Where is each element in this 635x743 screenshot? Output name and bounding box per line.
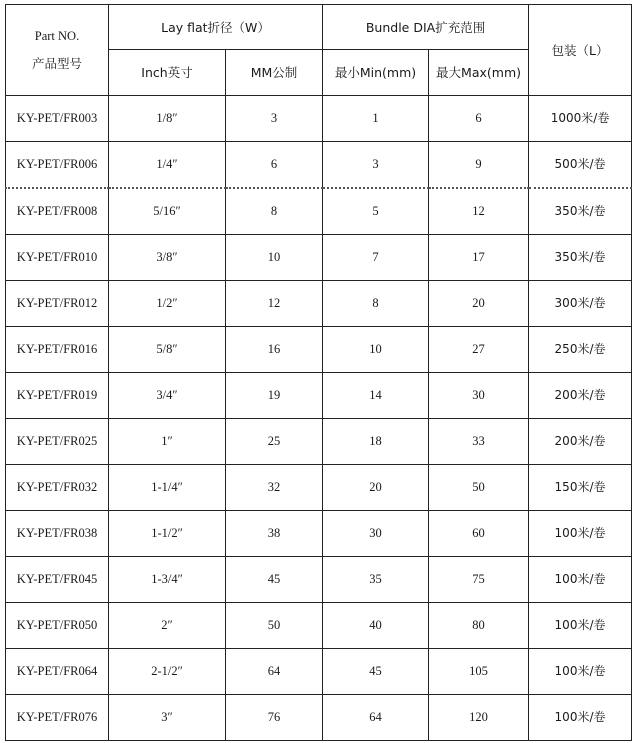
- cell-min: 7: [323, 235, 429, 281]
- table-body: [6, 96, 632, 741]
- header-part-no-cn: 产品型号: [31, 56, 82, 71]
- table-row: [6, 465, 632, 511]
- header-part-no: [6, 5, 109, 96]
- table-row: [6, 327, 632, 373]
- table-row: [6, 281, 632, 327]
- cell-inch: 1-1/4″: [109, 465, 226, 511]
- cell-mm: 32: [226, 465, 323, 511]
- cell-package: 100米/卷: [529, 511, 632, 557]
- cell-min: 1: [323, 96, 429, 142]
- cell-min: 45: [323, 649, 429, 695]
- cell-min: 20: [323, 465, 429, 511]
- cell-part-no: KY-PET/FR025: [6, 419, 109, 465]
- cell-package: 500米/卷: [529, 142, 632, 189]
- cell-part-no: KY-PET/FR050: [6, 603, 109, 649]
- cell-inch: 1-3/4″: [109, 557, 226, 603]
- cell-mm: 6: [226, 142, 323, 189]
- cell-part-no: KY-PET/FR038: [6, 511, 109, 557]
- cell-inch: 5/16″: [109, 188, 226, 235]
- cell-inch: 1-1/2″: [109, 511, 226, 557]
- cell-max: 60: [429, 511, 529, 557]
- cell-max: 120: [429, 695, 529, 741]
- cell-package: 1000米/卷: [529, 96, 632, 142]
- cell-min: 35: [323, 557, 429, 603]
- cell-package: 350米/卷: [529, 235, 632, 281]
- cell-inch: 1″: [109, 419, 226, 465]
- cell-inch: 3/4″: [109, 373, 226, 419]
- cell-min: 3: [323, 142, 429, 189]
- header-bundle-dia: Bundle DIA扩充范围: [323, 5, 529, 50]
- cell-part-no: KY-PET/FR003: [6, 96, 109, 142]
- cell-package: 300米/卷: [529, 281, 632, 327]
- header-part-no-en: Part NO.: [34, 29, 80, 43]
- cell-mm: 76: [226, 695, 323, 741]
- cell-package: 100米/卷: [529, 649, 632, 695]
- table-row: [6, 511, 632, 557]
- cell-package: 150米/卷: [529, 465, 632, 511]
- cell-part-no: KY-PET/FR076: [6, 695, 109, 741]
- cell-min: 30: [323, 511, 429, 557]
- header-package: 包装（L）: [529, 5, 632, 96]
- cell-part-no: KY-PET/FR016: [6, 327, 109, 373]
- table-row: [6, 373, 632, 419]
- cell-part-no: KY-PET/FR019: [6, 373, 109, 419]
- header-mm: MM公制: [226, 50, 323, 96]
- table-row: [6, 188, 632, 235]
- cell-max: 9: [429, 142, 529, 189]
- cell-max: 6: [429, 96, 529, 142]
- cell-mm: 3: [226, 96, 323, 142]
- cell-mm: 19: [226, 373, 323, 419]
- header-inch: Inch英寸: [109, 50, 226, 96]
- cell-mm: 38: [226, 511, 323, 557]
- header-max: 最大Max(mm): [429, 50, 529, 96]
- table-row: [6, 557, 632, 603]
- cell-package: 100米/卷: [529, 557, 632, 603]
- cell-part-no: KY-PET/FR012: [6, 281, 109, 327]
- cell-max: 105: [429, 649, 529, 695]
- header-min: 最小Min(mm): [323, 50, 429, 96]
- cell-min: 14: [323, 373, 429, 419]
- cell-min: 5: [323, 188, 429, 235]
- cell-mm: 50: [226, 603, 323, 649]
- header-row-top: [6, 5, 632, 50]
- cell-inch: 1/4″: [109, 142, 226, 189]
- cell-package: 100米/卷: [529, 695, 632, 741]
- cell-max: 20: [429, 281, 529, 327]
- cell-mm: 10: [226, 235, 323, 281]
- table-row: [6, 96, 632, 142]
- cell-inch: 3″: [109, 695, 226, 741]
- cell-inch: 3/8″: [109, 235, 226, 281]
- cell-min: 64: [323, 695, 429, 741]
- cell-max: 12: [429, 188, 529, 235]
- cell-package: 100米/卷: [529, 603, 632, 649]
- cell-mm: 16: [226, 327, 323, 373]
- cell-package: 200米/卷: [529, 373, 632, 419]
- cell-inch: 1/2″: [109, 281, 226, 327]
- table-row: [6, 419, 632, 465]
- table-row: [6, 603, 632, 649]
- cell-mm: 45: [226, 557, 323, 603]
- cell-min: 18: [323, 419, 429, 465]
- cell-part-no: KY-PET/FR045: [6, 557, 109, 603]
- cell-part-no: KY-PET/FR008: [6, 188, 109, 235]
- cell-inch: 2″: [109, 603, 226, 649]
- table-row: [6, 142, 632, 189]
- cell-mm: 12: [226, 281, 323, 327]
- cell-max: 50: [429, 465, 529, 511]
- cell-part-no: KY-PET/FR010: [6, 235, 109, 281]
- table-row: [6, 235, 632, 281]
- cell-max: 80: [429, 603, 529, 649]
- cell-package: 250米/卷: [529, 327, 632, 373]
- table-row: [6, 649, 632, 695]
- cell-inch: 2-1/2″: [109, 649, 226, 695]
- cell-min: 40: [323, 603, 429, 649]
- cell-package: 200米/卷: [529, 419, 632, 465]
- table-row: [6, 695, 632, 741]
- cell-part-no: KY-PET/FR064: [6, 649, 109, 695]
- cell-inch: 5/8″: [109, 327, 226, 373]
- cell-max: 75: [429, 557, 529, 603]
- cell-min: 10: [323, 327, 429, 373]
- cell-max: 33: [429, 419, 529, 465]
- cell-mm: 25: [226, 419, 323, 465]
- cell-min: 8: [323, 281, 429, 327]
- cell-part-no: KY-PET/FR006: [6, 142, 109, 189]
- spec-table: [5, 4, 632, 741]
- cell-part-no: KY-PET/FR032: [6, 465, 109, 511]
- cell-package: 350米/卷: [529, 188, 632, 235]
- cell-inch: 1/8″: [109, 96, 226, 142]
- cell-mm: 64: [226, 649, 323, 695]
- cell-max: 17: [429, 235, 529, 281]
- header-lay-flat: Lay flat折径（W）: [109, 5, 323, 50]
- cell-mm: 8: [226, 188, 323, 235]
- cell-max: 27: [429, 327, 529, 373]
- cell-max: 30: [429, 373, 529, 419]
